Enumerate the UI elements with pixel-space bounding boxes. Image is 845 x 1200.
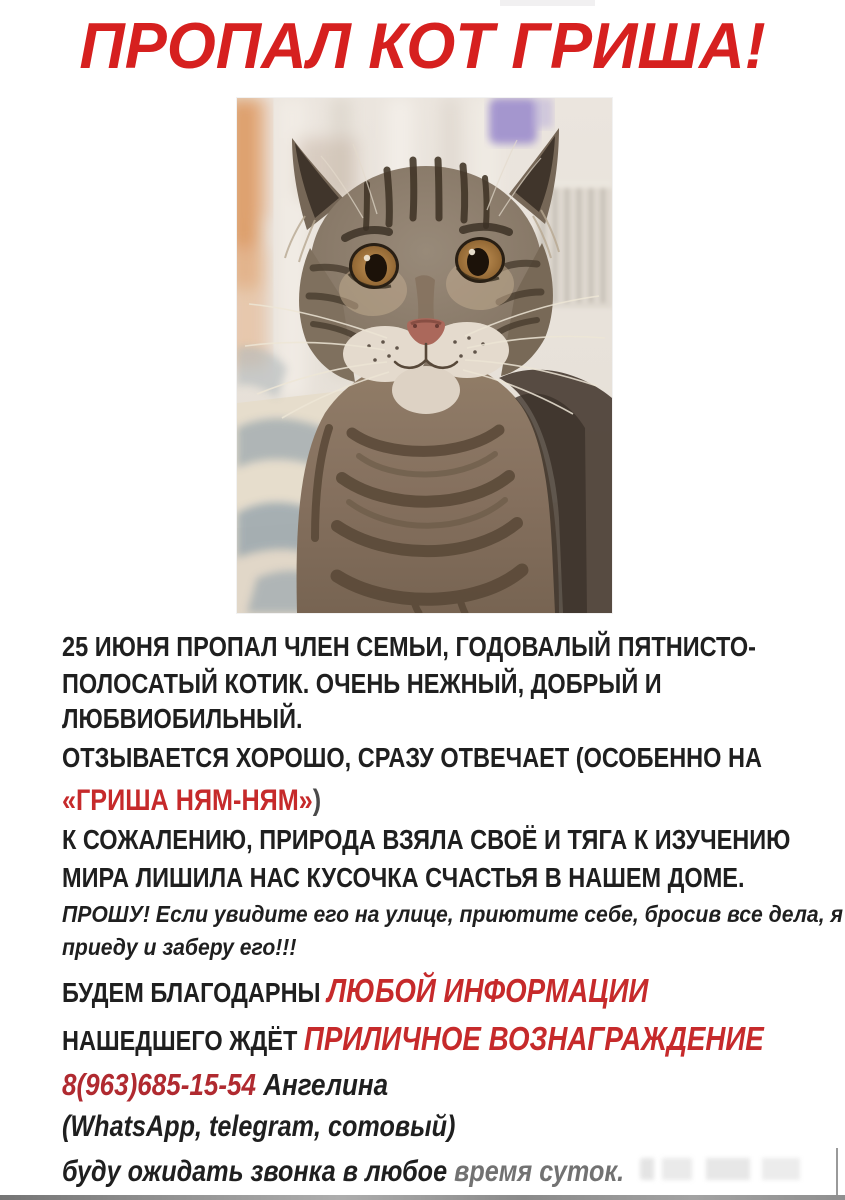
poster-line-7: МИРА ЛИШИЛА НАС КУСОЧКА СЧАСТЬЯ В НАШЕМ ДОМЕ. [62, 862, 745, 893]
poster-line-3: ЛЮБВИОБИЛЬНЫЙ. [62, 703, 303, 734]
scan-artifact-bottom [0, 1195, 845, 1200]
closing-text-faded: время суток. [454, 1155, 625, 1188]
watermark-artifact [640, 1158, 830, 1180]
poster-line-6: К СОЖАЛЕНИЮ, ПРИРОДА ВЗЯЛА СВОЁ И ТЯГА К ИЗУЧЕНИЮ [62, 824, 791, 855]
scan-artifact-top [500, 0, 595, 6]
reward-highlight: ПРИЛИЧНОЕ ВОЗНАГРАЖДЕНИЕ [303, 1020, 764, 1057]
poster-line-10 [62, 971, 648, 1011]
contact-name: Ангелина [256, 1067, 389, 1102]
poster-title: ПРОПАЛ КОТ ГРИША! [79, 9, 766, 82]
cat-photo [237, 98, 612, 613]
call-name-paren: ) [312, 784, 322, 817]
any-information-highlight: ЛЮБОЙ ИНФОРМАЦИИ [327, 972, 649, 1009]
poster-line-4: ОТЗЫВАЕТСЯ ХОРОШО, СРАЗУ ОТВЕЧАЕТ (ОСОБЕННО НА [62, 742, 762, 773]
poster-line-13: (WhatsApp, telegram, сотовый) [62, 1110, 456, 1143]
finder-text: НАШЕДШЕГО ЖДЁТ [62, 1025, 304, 1056]
poster-line-9: приеду и заберу его!!! [62, 934, 297, 960]
poster-line-12 [62, 1066, 388, 1103]
poster-line-11 [62, 1019, 764, 1059]
call-name-highlight: «ГРИША НЯМ-НЯМ» [62, 784, 313, 817]
poster-line-5 [62, 783, 321, 819]
scan-artifact-right [836, 1148, 838, 1196]
poster-line-8: ПРОШУ! Если увидите его на улице, приютите себе, бросив все дела, я [62, 901, 843, 927]
poster-line-1: 25 ИЮНЯ ПРОПАЛ ЧЛЕН СЕМЬИ, ГОДОВАЛЫЙ ПЯТНИСТО- [62, 631, 756, 662]
cat-photo-illustration [237, 98, 612, 613]
phone-number: 8(963)685-15-54 [62, 1067, 257, 1102]
closing-text: буду ожидать звонка в любое [62, 1155, 455, 1188]
poster-line-2: ПОЛОСАТЫЙ КОТИК. ОЧЕНЬ НЕЖНЫЙ, ДОБРЫЙ И [62, 668, 662, 699]
gratitude-text: БУДЕМ БЛАГОДАРНЫ [62, 977, 328, 1008]
poster-line-14 [62, 1154, 624, 1190]
